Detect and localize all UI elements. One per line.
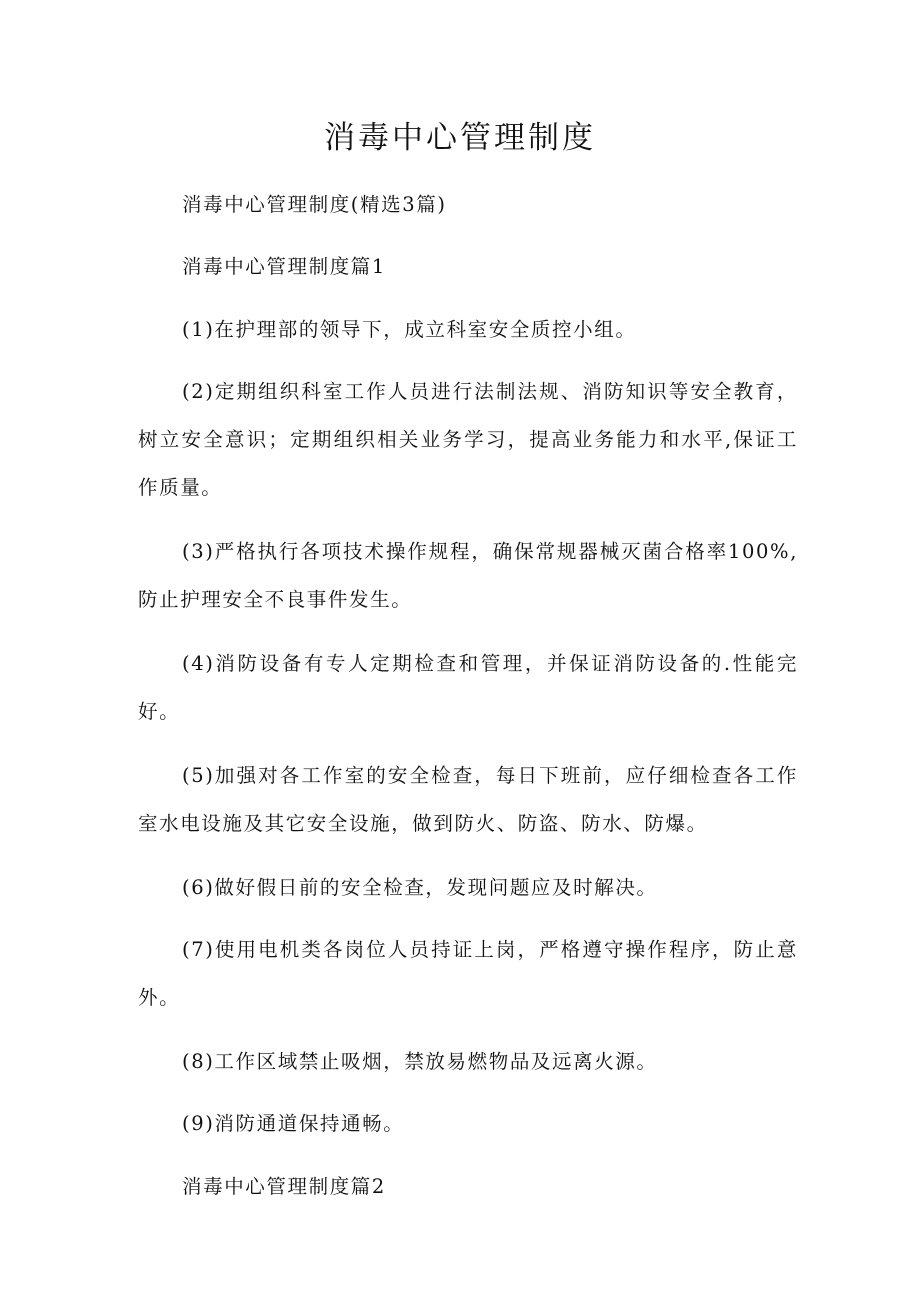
rule-item-6: (6)做好假日前的安全检查，发现问题应及时解决。 (182, 876, 658, 899)
rule-item-2: (2)定期组织科室工作人员进行法制法规、消防知识等安全教育，树立安全意识；定期组织相关业务学习，提高业务能力和水平,保证工作质量。 (138, 380, 798, 499)
rule-item-4: (4)消防设备有专人定期检查和管理，并保证消防设备的.性能完好。 (138, 652, 798, 723)
document-title: 消毒中心管理制度 (324, 120, 596, 156)
section-heading-1: 消毒中心管理制度篇1 (182, 255, 386, 278)
rule-item-1: (1)在护理部的领导下，成立科室安全质控小组。 (182, 318, 637, 341)
rule-item-8: (8)工作区域禁止吸烟，禁放易燃物品及远离火源。 (182, 1050, 658, 1073)
document-subtitle: 消毒中心管理制度(精选3篇) (182, 193, 447, 216)
section-heading-2: 消毒中心管理制度篇2 (182, 1175, 386, 1198)
rule-item-5: (5)加强对各工作室的安全检查，每日下班前，应仔细检查各工作室水电设施及其它安全设施，做到防火、防盗、防水、防爆。 (138, 764, 798, 835)
rule-item-7: (7)使用电机类各岗位人员持证上岗，严格遵守操作程序，防止意外。 (138, 938, 798, 1009)
rule-item-3: (3)严格执行各项技术操作规程，确保常规器械灭菌合格率100%,防止护理安全不良事件发生。 (138, 540, 798, 611)
rule-item-9: (9)消防通道保持通畅。 (182, 1112, 405, 1135)
